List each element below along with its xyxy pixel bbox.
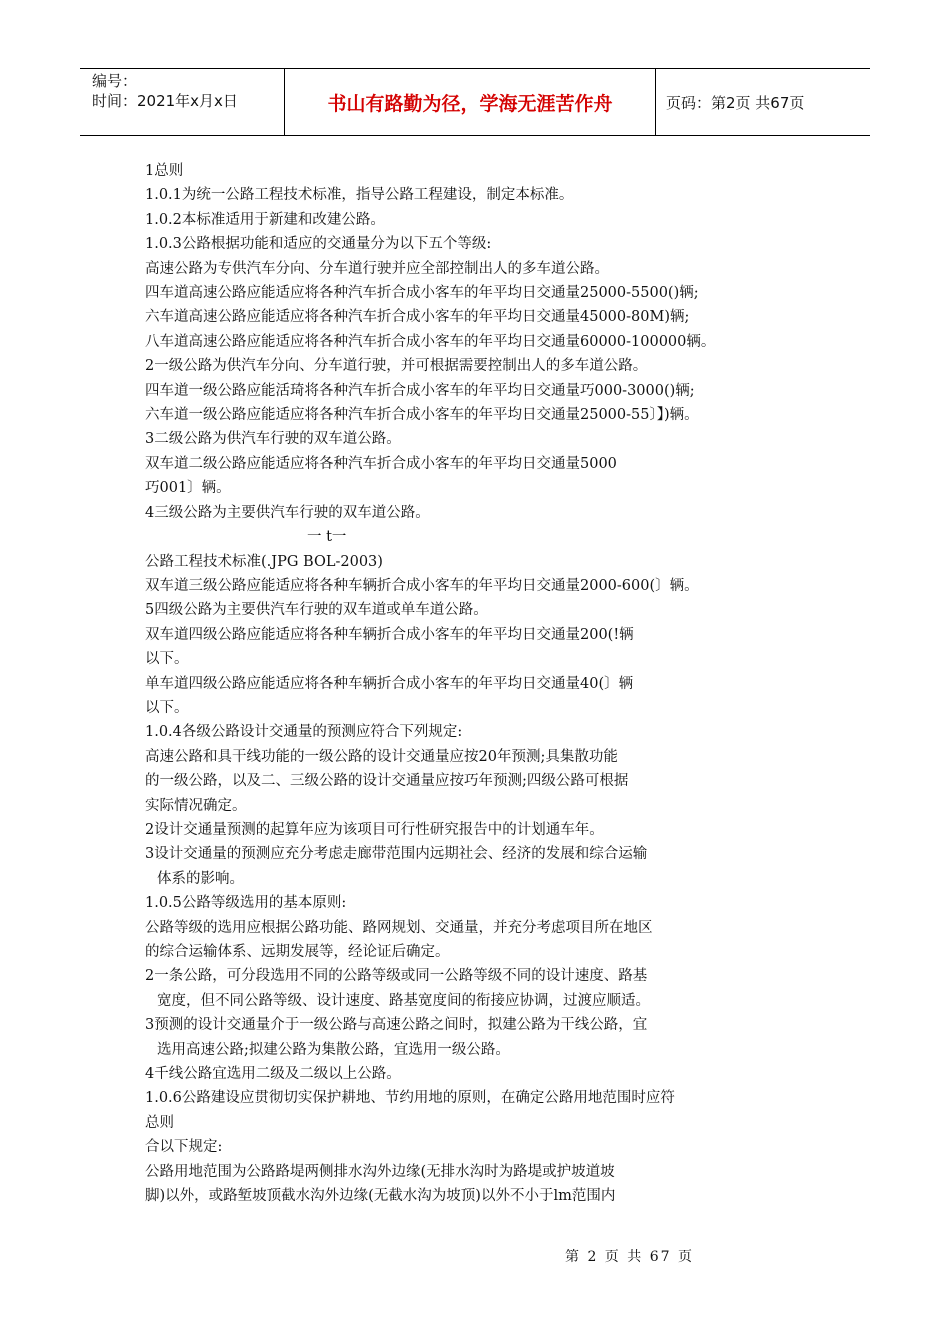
body-line: 5四级公路为主要供汽车行驶的双车道或单车道公路。 xyxy=(145,602,488,619)
body-line: 宽度，但不同公路等级、设计速度、路基宽度间的衔接应协调，过渡应顺适。 xyxy=(157,992,650,1009)
body-line: 四车道一级公路应能活琦将各种汽车折合成小客车的年平均日交通量巧000-3000()辆; xyxy=(145,382,695,399)
body-line: 高速公路为专供汽车分向、分车道行驶并应全部控制出人的多车道公路。 xyxy=(145,260,609,277)
body-line: 的一级公路，以及二、三级公路的设计交通量应按巧年预测;四级公路可根据 xyxy=(145,773,629,790)
body-line: 3预测的设计交通量介于一级公路与高速公路之间时，拟建公路为干线公路，宜 xyxy=(145,1017,648,1034)
body-line: 合以下规定: xyxy=(145,1139,223,1156)
serial-number-label: 编号： xyxy=(92,72,138,90)
header-meta xyxy=(80,69,284,135)
body-line: 1.0.3公路根据功能和适应的交通量分为以下五个等级: xyxy=(145,236,492,253)
body-line: 选用高速公路;拟建公路为集散公路，宜选用一级公路。 xyxy=(157,1041,510,1058)
body-line: 六车道一级公路应能适应将各种汽车折合成小客车的年平均日交通量25000-55〕】)辆。 xyxy=(145,407,699,424)
body-line: 1.0.6公路建设应贯彻切实保护耕地、节约用地的原则，在确定公路用地范围时应符 xyxy=(145,1090,675,1107)
body-line: 1.0.5公路等级选用的基本原则: xyxy=(145,895,347,912)
body-line: 高速公路和具干线功能的一级公路的设计交通量应按20年预测;具集散功能 xyxy=(145,748,618,765)
header-page-info: 页码：第2页 共67页 xyxy=(666,93,805,112)
body-line: 实际情况确定。 xyxy=(145,797,247,814)
body-line: 4三级公路为主要供汽车行驶的双车道公路。 xyxy=(145,504,430,521)
body-line: 以下。 xyxy=(145,699,189,716)
body-line: 3设计交通量的预测应充分考虑走廊带范围内远期社会、经济的发展和综合运输 xyxy=(145,846,648,863)
document-header xyxy=(80,68,870,136)
body-line: 脚)以外，或路堑坡顶截水沟外边缘(无截水沟为坡顶)以外不小于lm范围内 xyxy=(145,1188,616,1205)
body-line: 公路用地范围为公路路堤两侧排水沟外边缘(无排水沟时为路堤或护坡道坡 xyxy=(145,1163,615,1180)
body-line: 四车道高速公路应能适应将各种汽车折合成小客车的年平均日交通量25000-5500()辆; xyxy=(145,285,699,302)
body-line: 的综合运输体系、远期发展等，经论证后确定。 xyxy=(145,944,450,960)
body-line: 以下。 xyxy=(145,651,189,668)
body-line: 2设计交通量预测的起算年应为该项目可行性研究报告中的计划通车年。 xyxy=(145,821,604,838)
page-footer: 第 2 页 共 67 页 xyxy=(565,1249,694,1265)
header-motto: 书山有路勤为径，学海无涯苦作舟 xyxy=(284,69,656,135)
body-line: 2一条公路，可分段选用不同的公路等级或同一公路等级不同的设计速度、路基 xyxy=(145,968,648,985)
body-line: 1.0.4各级公路设计交通量的预测应符合下列规定: xyxy=(145,724,463,741)
body-line: 双车道二级公路应能适应将各种汽车折合成小客车的年平均日交通量5000 xyxy=(145,455,617,472)
body-line: 六车道高速公路应能适应将各种汽车折合成小客车的年平均日交通量45000-80M)辆; xyxy=(145,309,690,326)
section-title: 1总则 xyxy=(145,163,184,179)
document-body xyxy=(145,159,805,1208)
inline-page-marker: 一 t一 xyxy=(307,529,347,546)
body-line: 八车道高速公路应能适应将各种汽车折合成小客车的年平均日交通量60000-100000辆。 xyxy=(145,333,716,350)
running-section: 总则 xyxy=(145,1114,174,1131)
body-line: 巧001〕辆。 xyxy=(145,480,231,497)
date-line: 时间：2021年x月x日 xyxy=(92,92,238,110)
body-line: 双车道三级公路应能适应将各种车辆折合成小客车的年平均日交通量2000-600(〕辆。 xyxy=(145,577,699,594)
body-line: 3二级公路为供汽车行驶的双车道公路。 xyxy=(145,431,401,448)
body-line: 2一级公路为供汽车分向、分车道行驶，并可根据需要控制出人的多车道公路。 xyxy=(145,358,648,375)
body-line: 1.0.2本标准适用于新建和改建公路。 xyxy=(145,211,385,228)
body-line: 单车道四级公路应能适应将各种车辆折合成小客车的年平均日交通量40(〕辆 xyxy=(145,675,634,692)
body-line: 4千线公路宜选用二级及二级以上公路。 xyxy=(145,1066,401,1083)
body-line: 体系的影响。 xyxy=(157,870,244,887)
body-line: 公路等级的选用应根据公路功能、路网规划、交通量，并充分考虑项目所在地区 xyxy=(145,919,653,936)
running-title: 公路工程技术标准(.JPG BOL-2003) xyxy=(145,553,383,570)
body-line: 双车道四级公路应能适应将各种车辆折合成小客车的年平均日交通量200(!辆 xyxy=(145,626,634,643)
body-line: 1.0.1为统一公路工程技术标准，指导公路工程建设，制定本标准。 xyxy=(145,187,574,204)
